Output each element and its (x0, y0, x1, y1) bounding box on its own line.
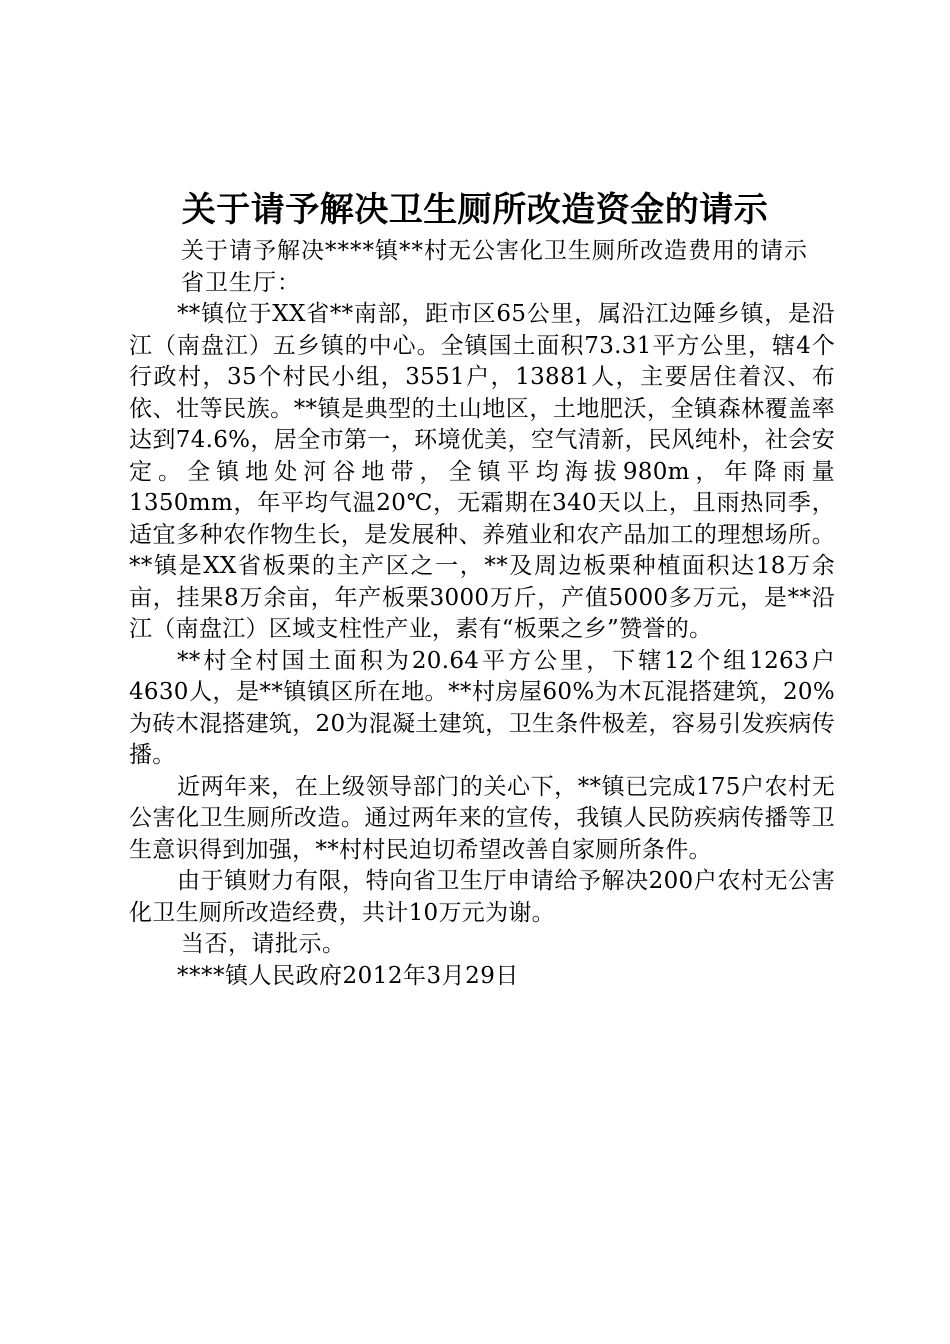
paragraph-request: 由于镇财力有限，特向省卫生厅申请给予解决200户农村无公害化卫生厕所改造经费，共计10万元为谢。 (129, 868, 835, 926)
document-title: 关于请予解决卫生厕所改造资金的请示 (181, 190, 769, 230)
addressee: 省卫生厅： (181, 269, 301, 296)
paragraph-village-overview: **村全村国土面积为20.64平方公里，下辖12个组1263户4630人，是**镇镇区所在地。**村房屋60%为木瓦混搭建筑，20%为砖木混搭建筑，20为混凝土建筑，卫生条件极差，容易引发疾病传播。 (129, 647, 835, 768)
document-body (129, 236, 835, 992)
paragraph-town-overview: **镇位于XX省**南部，距市区65公里，属沿江边陲乡镇，是沿江（南盘江）五乡镇的中心。全镇国土面积73.31平方公里，辖4个行政村，35个村民小组，3551户，13881人，主要居住着汉、布依、壮等民族。**镇是典型的土山地区，土地肥沃，全镇森林覆盖率达到74.6%，居全市第一，环境优美，空气清新，民风纯朴，社会安定。全镇地处河谷地带，全镇平均海拔980m，年降雨量1350mm，年平均气温20℃，无霜期在340天以上，且雨热同季，适宜多种农作物生长，是发展种、养殖业和农产品加工的理想场所。**镇是XX省板栗的主产区之一，**及周边板栗种植面积达18万余亩，挂果8万余亩，年产板栗3000万斤，产值5000多万元，是**沿江（南盘江）区域支柱性产业，素有“板栗之乡”赞誉的。 (129, 301, 835, 642)
paragraph-progress: 近两年来，在上级领导部门的关心下，**镇已完成175户农村无公害化卫生厕所改造。通过两年来的宣传，我镇人民防疾病传播等卫生意识得到加强，**村村民迫切希望改善自家厕所条件。 (129, 773, 835, 863)
document-subtitle: 关于请予解决****镇**村无公害化卫生厕所改造费用的请示 (181, 238, 808, 264)
closing-line: 当否，请批示。 (181, 931, 346, 957)
signature-line: ****镇人民政府2012年3月29日 (177, 962, 519, 989)
